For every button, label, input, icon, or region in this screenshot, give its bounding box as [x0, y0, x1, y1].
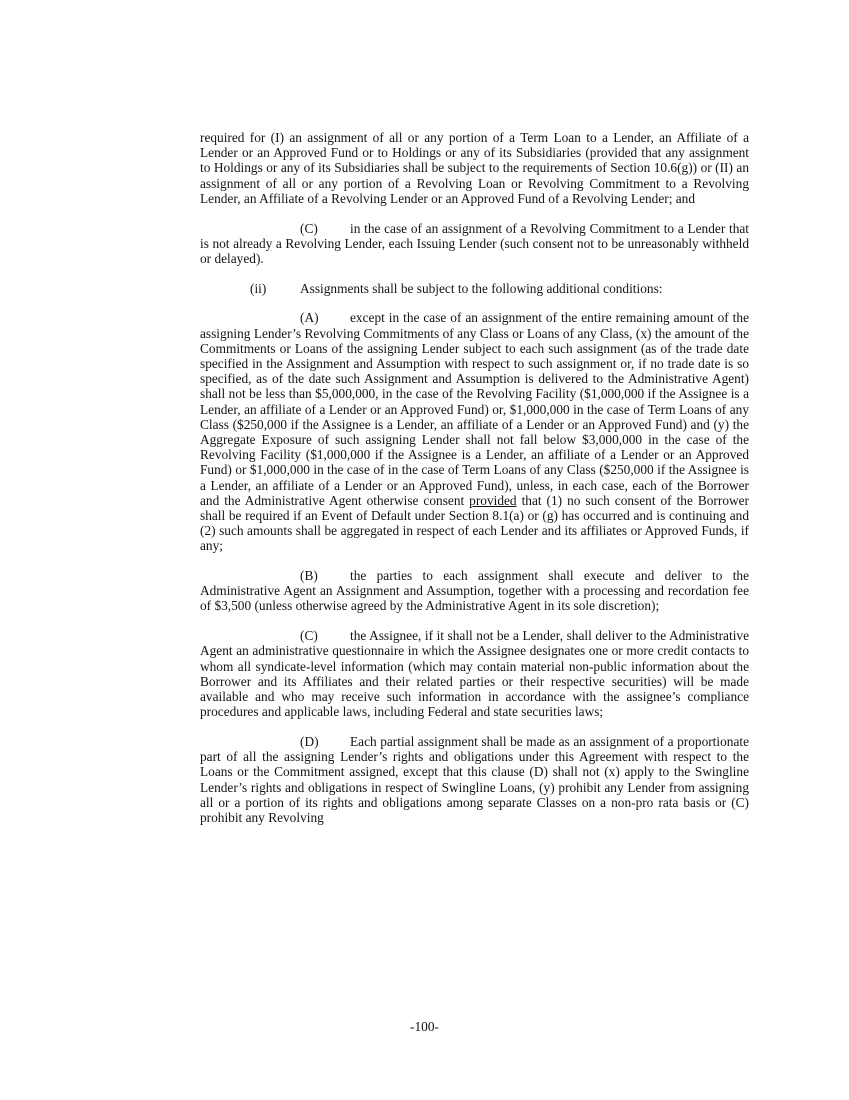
document-body	[200, 130, 749, 825]
paragraph-text: in the case of an assignment of a Revolving Commitment to a Lender that is not already a Revolving Lender, each Issuing Lender (such consent not to be unreasonably withheld or delayed).	[200, 220, 749, 266]
paragraph-clause-d	[200, 734, 749, 825]
paragraph-continuation	[200, 130, 749, 206]
paragraph-text: the parties to each assignment shall execute and deliver to the Administrative Agent an Assignment and Assumption, together with a processing and recordation fee of $3,500 (unless otherwise agreed by the Administrative Agent in its sole discretion);	[200, 568, 749, 614]
paragraph-text: the Assignee, if it shall not be a Lender, shall deliver to the Administrative Agent an administrative questionnaire in which the Assignee designates one or more credit contacts to whom all syndicate-level information (which may contain material non-public information about the Borrower and its Affiliates and their related parties or their respective securities) will be made available and who may receive such information in accordance with the assignee’s compliance procedures and applicable laws, including Federal and state securities laws;	[200, 628, 749, 720]
paragraph-text: required for (I) an assignment of all or any portion of a Term Loan to a Lender, an Affiliate of a Lender or an Approved Fund or to Holdings or any of its Subsidiaries (provided that any assignment to Holdings or any of its Subsidiaries shall be subject to the requirements of Section 10.6(g)) or (II) an assignment of all or any portion of a Revolving Loan or Revolving Commitment to a Revolving Lender, an Affiliate of a Revolving Lender or an Approved Fund of a Revolving Lender; and	[200, 130, 749, 206]
paragraph-clause-b	[200, 568, 749, 614]
underlined-term: provided	[469, 492, 517, 508]
clause-label: (A)	[300, 310, 319, 326]
paragraph-clause-c-issuing-lender	[200, 221, 749, 267]
paragraph-text: that (1) no such consent of the Borrower shall be required if an Event of Default under Section 8.1(a) or (g) has occurred and is continuing and (2) such amounts shall be aggregated in respect of each Lender and its affiliates or Approved Funds, if any;	[200, 492, 749, 554]
paragraph-text: except in the case of an assignment of the entire remaining amount of the assigning Lender’s Revolving Commitments of any Class or Loans of any Class, (x) the amount of the Commitments or Loans of the assigning Lender subject to each such assignment (as of the trade date specified in the Assignment and Assumption with respect to such assignment or, if no trade date is so specified, as of the date such Assignment and Assumption is delivered to the Administrative Agent) shall not be less than $5,000,000, in the case of the Revolving Facility ($1,000,000 if the Assignee is a Lender, an affiliate of a Lender or an Approved Fund) or, $1,000,000 in the case of Term Loans of any Class ($250,000 if the Assignee is a Lender, an affiliate of a Lender or an Approved Fund) and (y) the Aggregate Exposure of such assigning Lender shall not fall below $3,000,000 in the case of the Revolving Facility ($1,000,000 if the Assignee is a Lender, an affiliate of a Lender or an Approved Fund) or $1,000,000 in the case of in the case of Term Loans of any Class ($250,000 if the Assignee is a Lender, an affiliate of a Lender or an Approved Fund), unless, in each case, each of the Borrower and the Administrative Agent otherwise consent	[200, 310, 749, 508]
clause-label: (B)	[300, 568, 318, 584]
paragraph-clause-a	[200, 310, 749, 553]
paragraph-clause-ii	[200, 281, 749, 296]
clause-label: (C)	[300, 628, 318, 644]
clause-label: (ii)	[250, 280, 267, 296]
clause-label: (D)	[300, 733, 319, 749]
clause-label: (C)	[300, 220, 318, 236]
page-number: -100-	[410, 1019, 439, 1034]
paragraph-text: Each partial assignment shall be made as an assignment of a proportionate part of all the assigning Lender’s rights and obligations under this Agreement with respect to the Loans or the Commitment assigned, except that this clause (D) shall not (x) apply to the Swingline Lender’s rights and obligations in respect of Swingline Loans, (y) prohibit any Lender from assigning all or a portion of its rights and obligations among separate Classes on a non-pro rata basis or (C) prohibit any Revolving	[200, 733, 749, 825]
paragraph-clause-c-questionnaire	[200, 628, 749, 719]
paragraph-text: Assignments shall be subject to the following additional conditions:	[300, 280, 663, 296]
